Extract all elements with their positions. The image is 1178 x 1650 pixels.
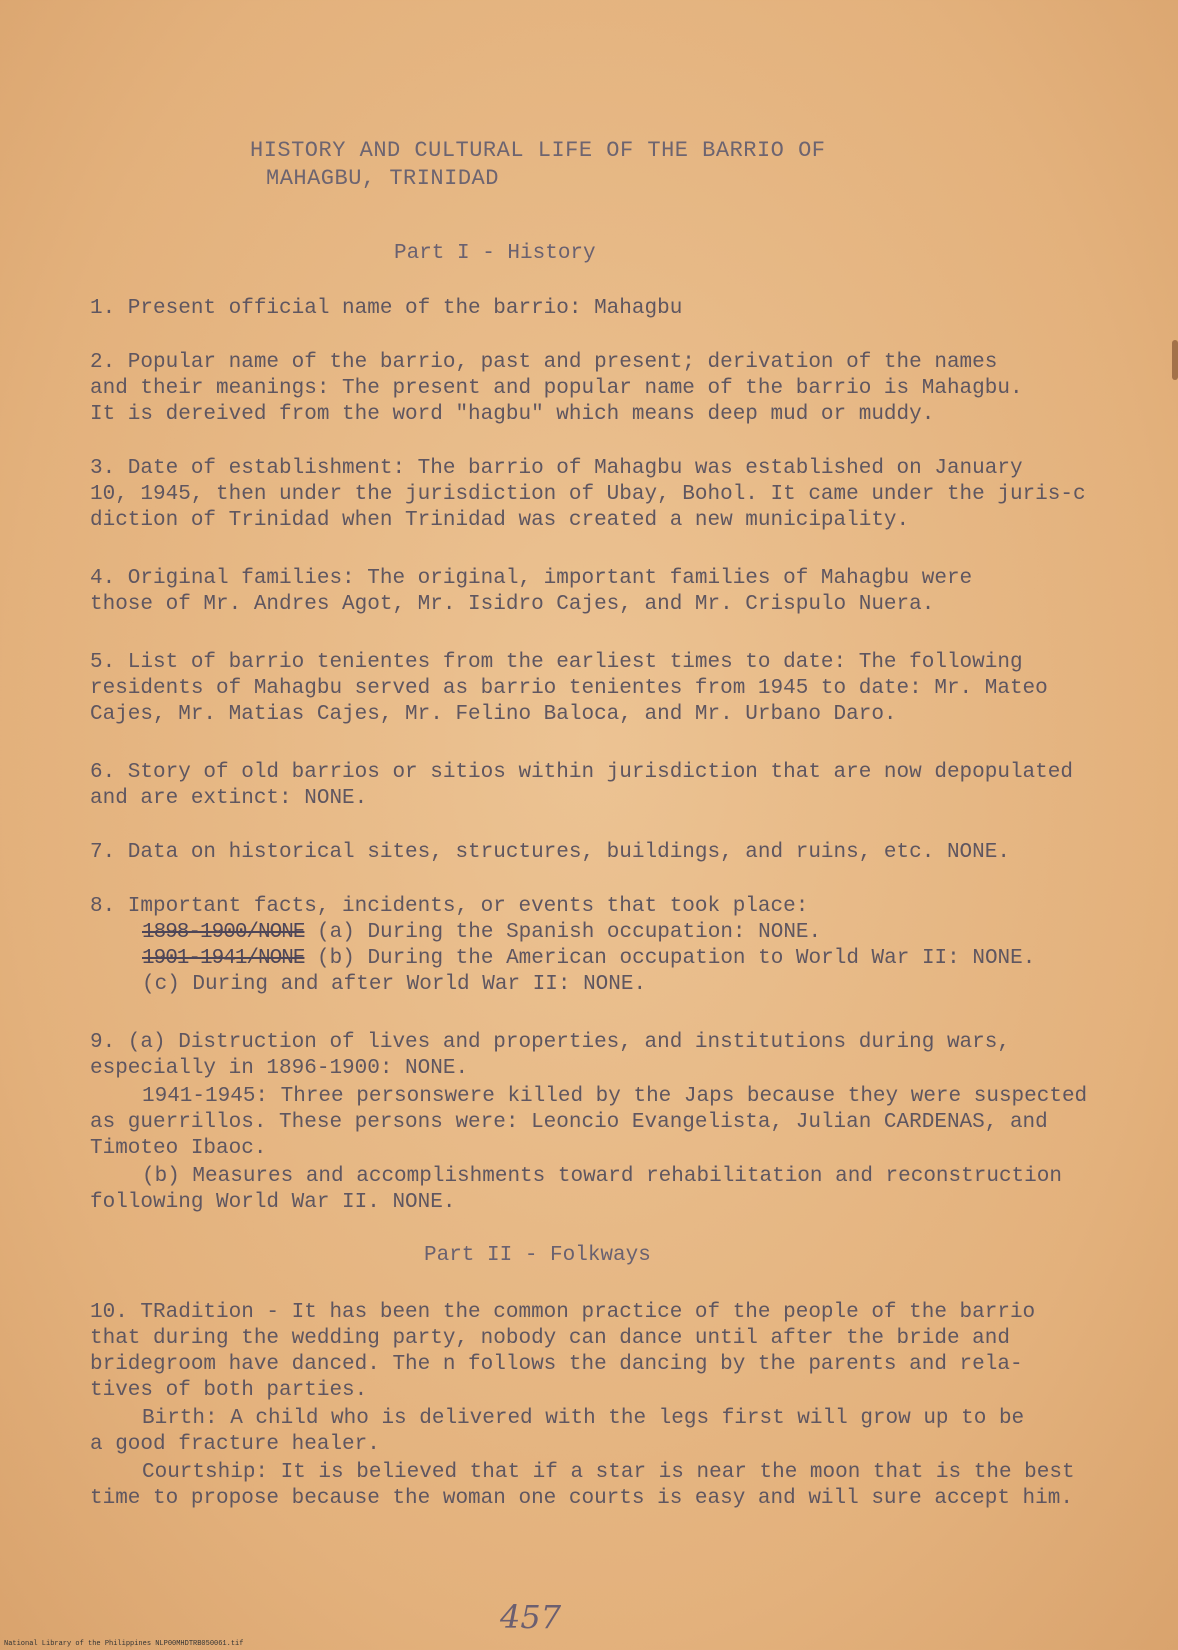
item-10-line-2: that during the wedding party, nobody can dance until after the bride and (90, 1327, 1010, 1350)
document-title-line-2: MAHAGBU, TRINIDAD (266, 166, 499, 191)
item-3-line-3: diction of Trinidad when Trinidad was created a new municipality. (90, 509, 910, 532)
courtship-line-2: time to propose because the woman one courts is easy and will sure accept him. (90, 1487, 1073, 1510)
item-9-line-3: 1941-1945: Three personswere killed by the Japs because they were suspected (142, 1085, 1088, 1108)
item-5-line-3: Cajes, Mr. Matias Cajes, Mr. Felino Baloca, and Mr. Urbano Daro. (90, 703, 897, 726)
item-6-line-1: 6. Story of old barrios or sitios within jurisdiction that are now depopulated (90, 761, 1073, 784)
item-8-a (142, 920, 1178, 946)
item-6-line-2: and are extinct: NONE. (90, 787, 368, 810)
scan-footer: National Library of the Philippines NLP00MHDTRB050061.tif (4, 1640, 244, 1648)
item-8-b-text: (b) During the American occupation to World War II: NONE. (317, 947, 1036, 970)
page-number: 457 (500, 1598, 562, 1636)
page-stain (1172, 340, 1178, 380)
item-10-line-3: bridegroom have danced. The n follows the dancing by the parents and rela- (90, 1353, 1023, 1376)
struck-text-1: 1898-1900/NONE (142, 921, 305, 944)
document-title-line-1: HISTORY AND CULTURAL LIFE OF THE BARRIO OF (250, 138, 826, 163)
part-1-heading: Part I - History (394, 242, 596, 265)
item-10-line-1: 10. TRadition - It has been the common practice of the people of the barrio (90, 1301, 1036, 1324)
item-3-line-1: 3. Date of establishment: The barrio of Mahagbu was established on January (90, 457, 1023, 480)
item-8-a-text: (a) During the Spanish occupation: NONE. (317, 921, 822, 944)
item-4-line-2: those of Mr. Andres Agot, Mr. Isidro Cajes, and Mr. Crispulo Nuera. (90, 593, 935, 616)
item-3-line-2: 10, 1945, then under the jurisdiction of Ubay, Bohol. It came under the juris-c (90, 483, 1086, 506)
item-9-line-7: following World War II. NONE. (90, 1191, 456, 1214)
part-2-heading: Part II - Folkways (424, 1244, 651, 1267)
item-8-line-1: 8. Important facts, incidents, or events that took place: (90, 895, 809, 918)
birth-line-2: a good fracture healer. (90, 1433, 380, 1456)
item-8-b (142, 946, 1178, 972)
item-1: 1. Present official name of the barrio: Mahagbu (90, 297, 683, 320)
item-9-line-1: 9. (a) Distruction of lives and properties, and institutions during wars, (90, 1031, 1010, 1054)
item-5-line-1: 5. List of barrio tenientes from the earliest times to date: The following (90, 651, 1023, 674)
item-10-line-4: tives of both parties. (90, 1379, 368, 1402)
courtship-line-1: Courtship: It is believed that if a star is near the moon that is the best (142, 1461, 1075, 1484)
item-4-line-1: 4. Original families: The original, important families of Mahagbu were (90, 567, 973, 590)
item-7: 7. Data on historical sites, structures, buildings, and ruins, etc. NONE. (90, 841, 1010, 864)
struck-text-2: 1901-1941/NONE (142, 947, 305, 970)
item-5-line-2: residents of Mahagbu served as barrio tenientes from 1945 to date: Mr. Mateo (90, 677, 1048, 700)
item-2-line-1: 2. Popular name of the barrio, past and present; derivation of the names (90, 351, 998, 374)
item-9-line-5: Timoteo Ibaoc. (90, 1137, 267, 1160)
item-8-c: (c) During and after World War II: NONE. (142, 973, 647, 996)
birth-line-1: Birth: A child who is delivered with the legs first will grow up to be (142, 1407, 1025, 1430)
item-9-line-6: (b) Measures and accomplishments toward rehabilitation and reconstruction (142, 1165, 1062, 1188)
item-2-line-2: and their meanings: The present and popular name of the barrio is Mahagbu. (90, 377, 1023, 400)
item-9-line-2: especially in 1896-1900: NONE. (90, 1057, 469, 1080)
item-2-line-3: It is dereived from the word "hagbu" which means deep mud or muddy. (90, 403, 935, 426)
item-9-line-4: as guerrillos. These persons were: Leoncio Evangelista, Julian CARDENAS, and (90, 1111, 1048, 1134)
